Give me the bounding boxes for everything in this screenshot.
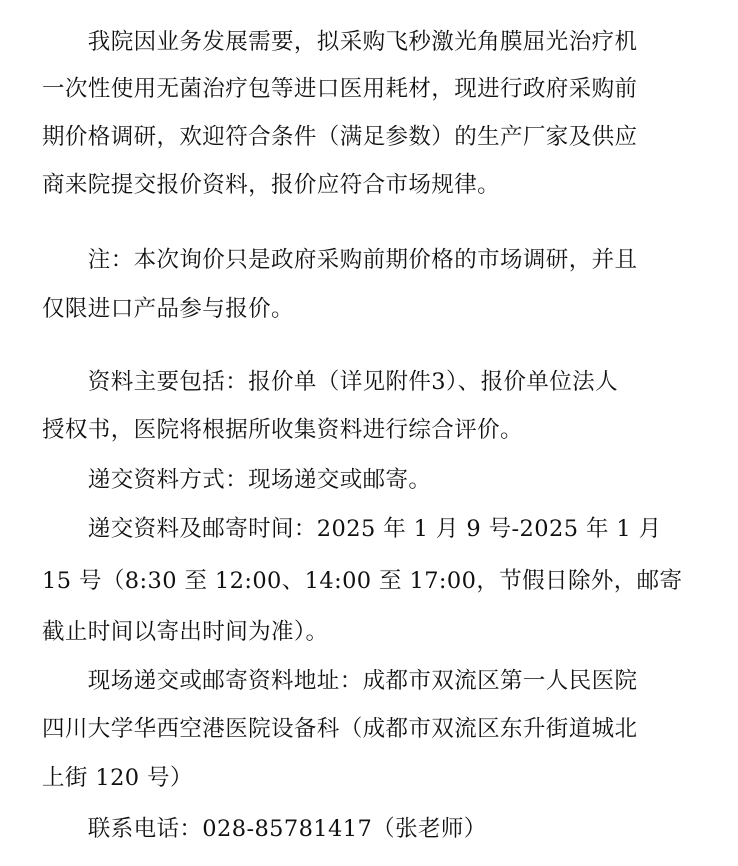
- text-line: 一次性使用无菌治疗包等进口医用耗材，现进行政府采购前: [42, 76, 638, 102]
- text-line: 我院因业务发展需要，拟采购飞秒激光角膜屈光治疗机: [42, 29, 638, 55]
- text-line: 15 号（8:30 至 12:00、14:00 至 17:00，节假日除外，邮寄: [42, 568, 683, 594]
- text-line: 授权书，医院将根据所收集资料进行综合评价。: [42, 417, 523, 443]
- text-line: 递交资料及邮寄时间：2025 年 1 月 9 号-2025 年 1 月: [42, 516, 662, 542]
- text-line: 仅限进口产品参与报价。: [42, 296, 294, 322]
- text-line: 资料主要包括：报价单（详见附件3）、报价单位法人: [42, 369, 618, 395]
- text-line: 递交资料方式：现场递交或邮寄。: [42, 467, 432, 493]
- text-line: 联系电话：028-85781417（张老师）: [42, 816, 487, 842]
- text-line: 截止时间以寄出时间为准）。: [42, 619, 329, 645]
- text-line: 商来院提交报价资料，报价应符合市场规律。: [42, 172, 501, 198]
- text-line: 四川大学华西空港医院设备科（成都市双流区东升街道城北: [42, 716, 638, 742]
- text-line: 上街 120 号）: [42, 765, 193, 791]
- text-line: 注：本次询价只是政府采购前期价格的市场调研，并且: [42, 247, 638, 273]
- text-line: 现场递交或邮寄资料地址：成都市双流区第一人民医院: [42, 668, 638, 694]
- text-line: 期价格调研，欢迎符合条件（满足参数）的生产厂家及供应: [42, 124, 638, 150]
